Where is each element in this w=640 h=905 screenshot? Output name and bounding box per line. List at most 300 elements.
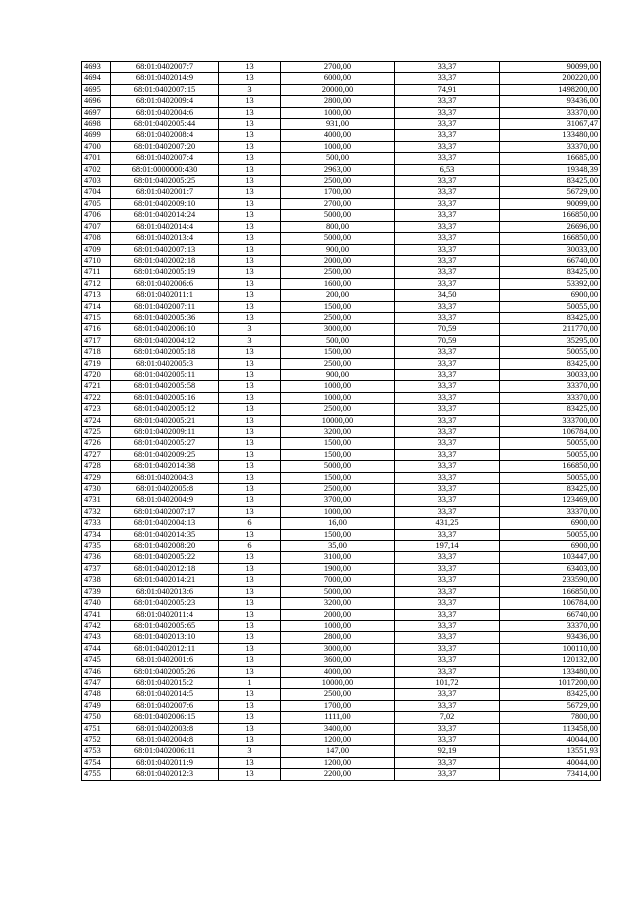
- area-cell: 1600,00: [281, 278, 395, 289]
- specific-value-cell: 70,59: [395, 335, 500, 346]
- category-code-cell: 1: [219, 677, 281, 688]
- cadastral-value-cell: 83425,00: [500, 689, 601, 700]
- specific-value-cell: 33,37: [395, 734, 500, 745]
- category-code-cell: 13: [219, 757, 281, 768]
- cadastral-number-cell: 68:01:0402004:12: [111, 335, 219, 346]
- table-row: [82, 164, 601, 175]
- area-cell: 1000,00: [281, 506, 395, 517]
- specific-value-cell: 33,37: [395, 598, 500, 609]
- area-cell: 1500,00: [281, 449, 395, 460]
- cadastral-number-cell: 68:01:0402001:6: [111, 655, 219, 666]
- area-cell: 3700,00: [281, 495, 395, 506]
- category-code-cell: 13: [219, 392, 281, 403]
- row-number-cell: 4724: [82, 415, 111, 426]
- table-row: [82, 96, 601, 107]
- area-cell: 3200,00: [281, 598, 395, 609]
- cadastral-value-cell: 166850,00: [500, 586, 601, 597]
- cadastral-value-cell: 83425,00: [500, 404, 601, 415]
- category-code-cell: 13: [219, 164, 281, 175]
- area-cell: 1700,00: [281, 700, 395, 711]
- specific-value-cell: 74,91: [395, 84, 500, 95]
- cadastral-value-cell: 63403,00: [500, 563, 601, 574]
- table-row: [82, 449, 601, 460]
- area-cell: 1000,00: [281, 141, 395, 152]
- specific-value-cell: 33,37: [395, 575, 500, 586]
- category-code-cell: 13: [219, 358, 281, 369]
- specific-value-cell: 33,37: [395, 198, 500, 209]
- area-cell: 1500,00: [281, 347, 395, 358]
- row-number-cell: 4707: [82, 221, 111, 232]
- table-row: [82, 347, 601, 358]
- specific-value-cell: 33,37: [395, 643, 500, 654]
- specific-value-cell: 33,37: [395, 495, 500, 506]
- table-row: [82, 267, 601, 278]
- area-cell: 3000,00: [281, 324, 395, 335]
- cadastral-value-cell: 200220,00: [500, 73, 601, 84]
- cadastral-number-cell: 68:01:0402007:6: [111, 700, 219, 711]
- specific-value-cell: 33,37: [395, 769, 500, 780]
- cadastral-number-cell: 68:01:0402005:36: [111, 312, 219, 323]
- cadastral-number-cell: 68:01:0402005:58: [111, 381, 219, 392]
- cadastral-value-cell: 103447,00: [500, 552, 601, 563]
- specific-value-cell: 33,37: [395, 221, 500, 232]
- cadastral-number-cell: 68:01:0402014:38: [111, 461, 219, 472]
- table-row: [82, 541, 601, 552]
- row-number-cell: 4700: [82, 141, 111, 152]
- cadastral-value-cell: 83425,00: [500, 312, 601, 323]
- table-row: [82, 677, 601, 688]
- category-code-cell: 6: [219, 541, 281, 552]
- specific-value-cell: 33,37: [395, 347, 500, 358]
- specific-value-cell: 33,37: [395, 609, 500, 620]
- cadastral-value-cell: 1498200,00: [500, 84, 601, 95]
- cadastral-value-cell: 31067,47: [500, 119, 601, 130]
- cadastral-value-cell: 106784,00: [500, 598, 601, 609]
- cadastral-number-cell: 68:01:0402007:4: [111, 153, 219, 164]
- specific-value-cell: 7,02: [395, 712, 500, 723]
- cadastral-value-cell: 6900,00: [500, 290, 601, 301]
- area-cell: 35,00: [281, 541, 395, 552]
- row-number-cell: 4711: [82, 267, 111, 278]
- specific-value-cell: 431,25: [395, 518, 500, 529]
- row-number-cell: 4752: [82, 734, 111, 745]
- specific-value-cell: 33,37: [395, 96, 500, 107]
- cadastral-number-cell: 68:01:0402004:9: [111, 495, 219, 506]
- specific-value-cell: 101,72: [395, 677, 500, 688]
- row-number-cell: 4726: [82, 438, 111, 449]
- category-code-cell: 13: [219, 255, 281, 266]
- row-number-cell: 4750: [82, 712, 111, 723]
- row-number-cell: 4754: [82, 757, 111, 768]
- cadastral-number-cell: 68:01:0402001:7: [111, 187, 219, 198]
- cadastral-number-cell: 68:01:0402004:6: [111, 107, 219, 118]
- area-cell: 4000,00: [281, 130, 395, 141]
- table-row: [82, 119, 601, 130]
- cadastral-number-cell: 68:01:0402014:35: [111, 529, 219, 540]
- category-code-cell: 13: [219, 666, 281, 677]
- cadastral-number-cell: 68:01:0402005:22: [111, 552, 219, 563]
- category-code-cell: 13: [219, 484, 281, 495]
- table-row: [82, 689, 601, 700]
- row-number-cell: 4736: [82, 552, 111, 563]
- table-row: [82, 552, 601, 563]
- table-row: [82, 198, 601, 209]
- category-code-cell: 13: [219, 563, 281, 574]
- cadastral-value-cell: 83425,00: [500, 267, 601, 278]
- table-row: [82, 484, 601, 495]
- specific-value-cell: 33,37: [395, 153, 500, 164]
- area-cell: 1500,00: [281, 301, 395, 312]
- area-cell: 1111,00: [281, 712, 395, 723]
- row-number-cell: 4720: [82, 369, 111, 380]
- table-row: [82, 700, 601, 711]
- table-row: [82, 278, 601, 289]
- row-number-cell: 4701: [82, 153, 111, 164]
- area-cell: 3000,00: [281, 643, 395, 654]
- table-row: [82, 335, 601, 346]
- cadastral-value-cell: 123469,00: [500, 495, 601, 506]
- table-row: [82, 757, 601, 768]
- area-cell: 10000,00: [281, 415, 395, 426]
- table-row: [82, 586, 601, 597]
- cadastral-value-cell: 33370,00: [500, 506, 601, 517]
- row-number-cell: 4729: [82, 472, 111, 483]
- table-row: [82, 518, 601, 529]
- cadastral-number-cell: 68:01:0402007:17: [111, 506, 219, 517]
- area-cell: 2963,00: [281, 164, 395, 175]
- cadastral-number-cell: 68:01:0402013:10: [111, 632, 219, 643]
- cadastral-number-cell: 68:01:0402006:15: [111, 712, 219, 723]
- cadastral-number-cell: 68:01:0402006:10: [111, 324, 219, 335]
- category-code-cell: 13: [219, 210, 281, 221]
- row-number-cell: 4722: [82, 392, 111, 403]
- row-number-cell: 4735: [82, 541, 111, 552]
- cadastral-value-cell: 50055,00: [500, 449, 601, 460]
- table-row: [82, 461, 601, 472]
- area-cell: 3100,00: [281, 552, 395, 563]
- cadastral-value-cell: 30033,00: [500, 244, 601, 255]
- category-code-cell: 13: [219, 176, 281, 187]
- specific-value-cell: 33,37: [395, 255, 500, 266]
- row-number-cell: 4702: [82, 164, 111, 175]
- area-cell: 1000,00: [281, 381, 395, 392]
- area-cell: 10000,00: [281, 677, 395, 688]
- category-code-cell: 13: [219, 586, 281, 597]
- table-row: [82, 415, 601, 426]
- cadastral-number-cell: 68:01:0402014:21: [111, 575, 219, 586]
- cadastral-number-cell: 68:01:0402008:4: [111, 130, 219, 141]
- specific-value-cell: 70,59: [395, 324, 500, 335]
- specific-value-cell: 33,37: [395, 312, 500, 323]
- row-number-cell: 4697: [82, 107, 111, 118]
- cadastral-value-cell: 16685,00: [500, 153, 601, 164]
- table-row: [82, 73, 601, 84]
- category-code-cell: 13: [219, 734, 281, 745]
- row-number-cell: 4747: [82, 677, 111, 688]
- specific-value-cell: 33,37: [395, 141, 500, 152]
- category-code-cell: 13: [219, 233, 281, 244]
- area-cell: 1200,00: [281, 734, 395, 745]
- cadastral-value-cell: 40044,00: [500, 734, 601, 745]
- table-row: [82, 620, 601, 631]
- row-number-cell: 4716: [82, 324, 111, 335]
- area-cell: 5000,00: [281, 233, 395, 244]
- row-number-cell: 4728: [82, 461, 111, 472]
- area-cell: 3200,00: [281, 427, 395, 438]
- cadastral-value-cell: 33370,00: [500, 381, 601, 392]
- area-cell: 900,00: [281, 244, 395, 255]
- category-code-cell: 13: [219, 404, 281, 415]
- area-cell: 1000,00: [281, 620, 395, 631]
- cadastral-number-cell: 68:01:0402009:11: [111, 427, 219, 438]
- row-number-cell: 4715: [82, 312, 111, 323]
- category-code-cell: 13: [219, 278, 281, 289]
- area-cell: 5000,00: [281, 210, 395, 221]
- area-cell: 2800,00: [281, 632, 395, 643]
- category-code-cell: 13: [219, 552, 281, 563]
- row-number-cell: 4739: [82, 586, 111, 597]
- cadastral-number-cell: 68:01:0402008:20: [111, 541, 219, 552]
- specific-value-cell: 33,37: [395, 415, 500, 426]
- area-cell: 20000,00: [281, 84, 395, 95]
- row-number-cell: 4718: [82, 347, 111, 358]
- specific-value-cell: 33,37: [395, 655, 500, 666]
- cadastral-value-cell: 73414,00: [500, 769, 601, 780]
- row-number-cell: 4746: [82, 666, 111, 677]
- area-cell: 2500,00: [281, 312, 395, 323]
- specific-value-cell: 33,37: [395, 62, 500, 73]
- cadastral-value-cell: 35295,00: [500, 335, 601, 346]
- area-cell: 1200,00: [281, 757, 395, 768]
- cadastral-value-cell: 211770,00: [500, 324, 601, 335]
- specific-value-cell: 33,37: [395, 586, 500, 597]
- area-cell: 3600,00: [281, 655, 395, 666]
- cadastral-number-cell: 68:01:0402005:27: [111, 438, 219, 449]
- category-code-cell: 13: [219, 267, 281, 278]
- area-cell: 147,00: [281, 746, 395, 757]
- cadastral-number-cell: 68:01:0402002:18: [111, 255, 219, 266]
- row-number-cell: 4713: [82, 290, 111, 301]
- area-cell: 200,00: [281, 290, 395, 301]
- row-number-cell: 4694: [82, 73, 111, 84]
- area-cell: 1500,00: [281, 472, 395, 483]
- cadastral-number-cell: 68:01:0402005:21: [111, 415, 219, 426]
- category-code-cell: 3: [219, 335, 281, 346]
- category-code-cell: 13: [219, 119, 281, 130]
- row-number-cell: 4712: [82, 278, 111, 289]
- table-row: [82, 233, 601, 244]
- category-code-cell: 13: [219, 575, 281, 586]
- table-row: [82, 84, 601, 95]
- area-cell: 2700,00: [281, 62, 395, 73]
- cadastral-value-cell: 19348,39: [500, 164, 601, 175]
- cadastral-number-cell: 68:01:0402009:4: [111, 96, 219, 107]
- cadastral-value-cell: 6900,00: [500, 518, 601, 529]
- cadastral-number-cell: 68:01:0402014:5: [111, 689, 219, 700]
- row-number-cell: 4704: [82, 187, 111, 198]
- cadastral-value-cell: 166850,00: [500, 210, 601, 221]
- table-row: [82, 655, 601, 666]
- cadastral-value-cell: 50055,00: [500, 438, 601, 449]
- cadastral-value-cell: 90099,00: [500, 198, 601, 209]
- specific-value-cell: 33,37: [395, 278, 500, 289]
- cadastral-value-cell: 56729,00: [500, 187, 601, 198]
- cadastral-value-cell: 66740,00: [500, 255, 601, 266]
- row-number-cell: 4734: [82, 529, 111, 540]
- specific-value-cell: 33,37: [395, 244, 500, 255]
- specific-value-cell: 33,37: [395, 506, 500, 517]
- cadastral-number-cell: 68:01:0402005:25: [111, 176, 219, 187]
- cadastral-number-cell: 68:01:0402005:3: [111, 358, 219, 369]
- cadastral-value-cell: 50055,00: [500, 347, 601, 358]
- cadastral-number-cell: 68:01:0402005:11: [111, 369, 219, 380]
- area-cell: 5000,00: [281, 461, 395, 472]
- category-code-cell: 13: [219, 472, 281, 483]
- specific-value-cell: 92,19: [395, 746, 500, 757]
- table-row: [82, 301, 601, 312]
- row-number-cell: 4751: [82, 723, 111, 734]
- area-cell: 6000,00: [281, 73, 395, 84]
- area-cell: 1500,00: [281, 438, 395, 449]
- area-cell: 5000,00: [281, 586, 395, 597]
- specific-value-cell: 33,37: [395, 267, 500, 278]
- area-cell: 1700,00: [281, 187, 395, 198]
- specific-value-cell: 33,37: [395, 176, 500, 187]
- table-row: [82, 712, 601, 723]
- row-number-cell: 4741: [82, 609, 111, 620]
- cadastral-value-cell: 166850,00: [500, 461, 601, 472]
- table-row: [82, 176, 601, 187]
- specific-value-cell: 33,37: [395, 689, 500, 700]
- cadastral-value-cell: 93436,00: [500, 96, 601, 107]
- cadastral-value-cell: 83425,00: [500, 176, 601, 187]
- specific-value-cell: 33,37: [395, 484, 500, 495]
- specific-value-cell: 34,50: [395, 290, 500, 301]
- specific-value-cell: 33,37: [395, 107, 500, 118]
- cadastral-value-cell: 56729,00: [500, 700, 601, 711]
- category-code-cell: 13: [219, 62, 281, 73]
- row-number-cell: 4733: [82, 518, 111, 529]
- row-number-cell: 4732: [82, 506, 111, 517]
- category-code-cell: 13: [219, 187, 281, 198]
- table-row: [82, 723, 601, 734]
- category-code-cell: 13: [219, 198, 281, 209]
- row-number-cell: 4745: [82, 655, 111, 666]
- specific-value-cell: 33,37: [395, 563, 500, 574]
- cadastral-value-cell: 106784,00: [500, 427, 601, 438]
- table-row: [82, 358, 601, 369]
- specific-value-cell: 197,14: [395, 541, 500, 552]
- specific-value-cell: 33,37: [395, 381, 500, 392]
- row-number-cell: 4703: [82, 176, 111, 187]
- table-row: [82, 438, 601, 449]
- row-number-cell: 4727: [82, 449, 111, 460]
- area-cell: 2500,00: [281, 484, 395, 495]
- category-code-cell: 3: [219, 324, 281, 335]
- category-code-cell: 13: [219, 73, 281, 84]
- cadastral-number-cell: 68:01:0402009:25: [111, 449, 219, 460]
- row-number-cell: 4719: [82, 358, 111, 369]
- row-number-cell: 4730: [82, 484, 111, 495]
- row-number-cell: 4698: [82, 119, 111, 130]
- area-cell: 500,00: [281, 153, 395, 164]
- table-row: [82, 472, 601, 483]
- cadastral-value-cell: 33370,00: [500, 392, 601, 403]
- category-code-cell: 13: [219, 153, 281, 164]
- area-cell: 1000,00: [281, 107, 395, 118]
- specific-value-cell: 33,37: [395, 449, 500, 460]
- category-code-cell: 13: [219, 655, 281, 666]
- specific-value-cell: 33,37: [395, 472, 500, 483]
- row-number-cell: 4699: [82, 130, 111, 141]
- table-row: [82, 609, 601, 620]
- row-number-cell: 4743: [82, 632, 111, 643]
- specific-value-cell: 33,37: [395, 700, 500, 711]
- cadastral-number-cell: 68:01:0402009:10: [111, 198, 219, 209]
- cadastral-value-cell: 13551,93: [500, 746, 601, 757]
- table-row: [82, 221, 601, 232]
- cadastral-number-cell: 68:01:0402012:3: [111, 769, 219, 780]
- category-code-cell: 13: [219, 96, 281, 107]
- category-code-cell: 13: [219, 415, 281, 426]
- cadastral-number-cell: 68:01:0402014:9: [111, 73, 219, 84]
- area-cell: 900,00: [281, 369, 395, 380]
- area-cell: 2500,00: [281, 176, 395, 187]
- cadastral-number-cell: 68:01:0000000:430: [111, 164, 219, 175]
- specific-value-cell: 33,37: [395, 723, 500, 734]
- row-number-cell: 4749: [82, 700, 111, 711]
- cadastral-value-cell: 120132,00: [500, 655, 601, 666]
- category-code-cell: 13: [219, 609, 281, 620]
- cadastral-value-cell: 6900,00: [500, 541, 601, 552]
- area-cell: 3400,00: [281, 723, 395, 734]
- area-cell: 500,00: [281, 335, 395, 346]
- category-code-cell: 13: [219, 723, 281, 734]
- cadastral-value-cell: 66740,00: [500, 609, 601, 620]
- category-code-cell: 13: [219, 141, 281, 152]
- cadastral-number-cell: 68:01:0402005:65: [111, 620, 219, 631]
- row-number-cell: 4693: [82, 62, 111, 73]
- cadastral-number-cell: 68:01:0402012:18: [111, 563, 219, 574]
- table-row: [82, 153, 601, 164]
- row-number-cell: 4723: [82, 404, 111, 415]
- cadastral-number-cell: 68:01:0402013:4: [111, 233, 219, 244]
- table-row: [82, 404, 601, 415]
- category-code-cell: 13: [219, 769, 281, 780]
- row-number-cell: 4710: [82, 255, 111, 266]
- cadastral-number-cell: 68:01:0402007:7: [111, 62, 219, 73]
- table-row: [82, 141, 601, 152]
- cadastral-number-cell: 68:01:0402003:8: [111, 723, 219, 734]
- cadastral-value-cell: 83425,00: [500, 358, 601, 369]
- cadastral-number-cell: 68:01:0402005:26: [111, 666, 219, 677]
- category-code-cell: 13: [219, 427, 281, 438]
- specific-value-cell: 33,37: [395, 119, 500, 130]
- cadastral-value-cell: 90099,00: [500, 62, 601, 73]
- cadastral-number-cell: 68:01:0402005:44: [111, 119, 219, 130]
- table-row: [82, 666, 601, 677]
- row-number-cell: 4742: [82, 620, 111, 631]
- cadastral-number-cell: 68:01:0402012:11: [111, 643, 219, 654]
- cadastral-number-cell: 68:01:0402004:3: [111, 472, 219, 483]
- row-number-cell: 4738: [82, 575, 111, 586]
- category-code-cell: 13: [219, 107, 281, 118]
- area-cell: 16,00: [281, 518, 395, 529]
- cadastral-value-cell: 50055,00: [500, 472, 601, 483]
- area-cell: 4000,00: [281, 666, 395, 677]
- category-code-cell: 6: [219, 518, 281, 529]
- table-row: [82, 392, 601, 403]
